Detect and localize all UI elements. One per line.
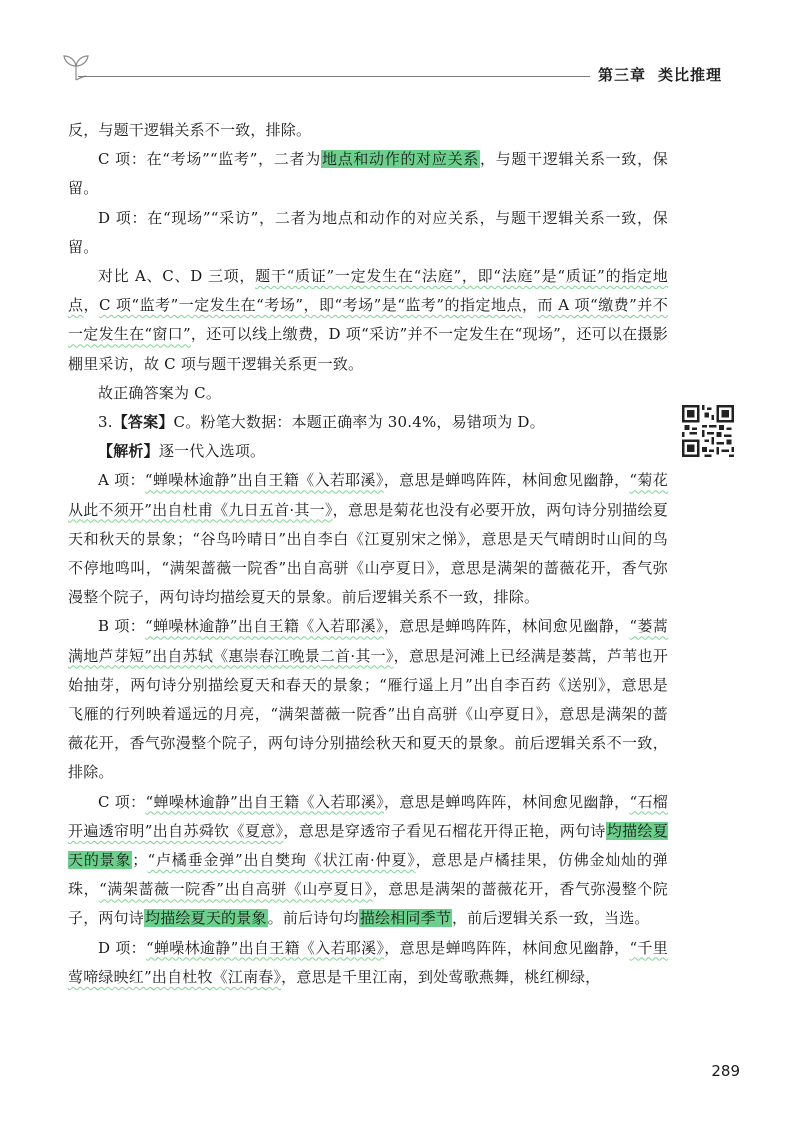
chapter-title xyxy=(598,64,738,86)
analysis-label: 【解析】 xyxy=(98,442,159,461)
chapter-number: 第三章 xyxy=(598,66,647,84)
header-rule xyxy=(78,76,590,77)
paragraph-option-b: B 项：“蝉噪林逾静”出自王籍《入若耶溪》，意思是蝉鸣阵阵，林间愈见幽静，“蒌蒿满地芦芽短”出自苏轼《惠崇春江晚景二首·其一》，意思是河滩上已经满是蒌蒿，芦苇也开始抽芽，两句诗分别描绘夏天和春天的景象；“雁行遥上月”出自李百药《送别》，意思是飞雁的行列映着遥远的月亮，“满架蔷薇一院香”出自高骈《山亭夏日》，意思是满架的蔷薇花开，香气弥漫整个院子，两句诗分别描绘秋天和夏天的景象。前后逻辑关系不一致，排除。 xyxy=(68,617,668,782)
sprout-icon xyxy=(56,52,96,82)
wavy-underline: “千里莺啼绿映红”出自杜牧《江南春》 xyxy=(68,938,668,986)
qr-code[interactable] xyxy=(682,405,734,457)
highlight: 均描绘夏天的景象 xyxy=(68,821,668,870)
wavy-underline: C 项“监考”一定发生在“考场”，即“考场”是“监考”的指定地点 xyxy=(99,296,522,315)
wavy-underline: “满架蔷薇一院香”出自高骈《山亭夏日》 xyxy=(99,880,373,899)
wavy-underline: “蝉噪林逾静”出自王籍《入若耶溪》 xyxy=(145,617,384,636)
wavy-underline: “蒌蒿满地芦芽短”出自苏轼《惠崇春江晚景二首·其一》 xyxy=(68,617,668,665)
paragraph-option-d-2: D 项：“蝉噪林逾静”出自王籍《入若耶溪》，意思是蝉鸣阵阵，林间愈见幽静，“千里莺啼绿映红”出自杜牧《江南春》，意思是千里江南，到处莺歌燕舞，桃红柳绿， xyxy=(68,938,668,986)
wavy-underline: “蝉噪林逾静”出自王籍《入若耶溪》 xyxy=(145,938,385,957)
wavy-underline: “菊花从此不须开”出自杜甫《九日五首·其一》 xyxy=(68,471,668,519)
paragraph-option-c-1: C 项：在“考场”“监考”，二者为地点和动作的对应关系，与题干逻辑关系一致，保留。 xyxy=(68,150,668,198)
paragraph-option-d-1: D 项：在“现场”“采访”，二者为地点和动作的对应关系，与题干逻辑关系一致，保留。 xyxy=(68,208,668,256)
highlight: 地点和动作的对应关系 xyxy=(321,150,480,169)
paragraph-comparison: 对比 A、C、D 三项，题干“质证”一定发生在“法庭”，即“法庭”是“质证”的指定地点，C 项“监考”一定发生在“考场”，即“考场”是“监考”的指定地点，而 A 项“缴费”并不一定发生在“窗口”，还可以线上缴费，D 项“采访”并不一定发生在“现场”，还可以在摄影棚里采访，故 C 项与题干逻辑关系更一致。 xyxy=(68,267,669,373)
paragraph-q3-analysis: 【解析】逐一代入选项。 xyxy=(98,442,266,461)
paragraph-answer: 故正确答案为 C。 xyxy=(98,383,222,402)
highlight: 均描绘夏天的景象 xyxy=(145,909,267,928)
paragraph-option-c-2: C 项：“蝉噪林逾静”出自王籍《入若耶溪》，意思是蝉鸣阵阵，林间愈见幽静，“石榴开遍透帘明”出自苏舜钦《夏意》，意思是穿透帘子看见石榴花开得正艳，两句诗均描绘夏天的景象；“卢橘垂金弹”出自樊珣《状江南·仲夏》，意思是卢橘挂果，仿佛金灿灿的弹珠，“满架蔷薇一院香”出自高骈《山亭夏日》，意思是满架的蔷薇花开，香气弥漫整个院子，两句诗均描绘夏天的景象。前后诗句均描绘相同季节，前后逻辑关系一致，当选。 xyxy=(68,792,669,928)
wavy-underline: 而 A 项“缴费”并不一定发生在“窗口” xyxy=(68,296,669,344)
wavy-underline: “蝉噪林逾静”出自王籍《入若耶溪》 xyxy=(144,471,384,490)
wavy-underline: 题干“质证”一定发生在“法庭”，即“法庭”是“质证”的指定地点 xyxy=(68,267,668,315)
wavy-underline: “卢橘垂金弹”出自樊珣《状江南·仲夏》 xyxy=(147,851,416,870)
chapter-name: 类比推理 xyxy=(658,66,723,84)
highlight: 描绘相同季节 xyxy=(359,909,452,928)
page-header xyxy=(0,0,800,100)
page-number: 289 xyxy=(711,1062,740,1080)
paragraph-option-a: A 项：“蝉噪林逾静”出自王籍《入若耶溪》，意思是蝉鸣阵阵，林间愈见幽静，“菊花从此不须开”出自杜甫《九日五首·其一》，意思是菊花也没有必要开放，两句诗分别描绘夏天和秋天的景象；“谷鸟吟晴日”出自李白《江夏别宋之悌》，意思是天气晴朗时山间的鸟不停地鸣叫，“满架蔷薇一院香”出自高骈《山亭夏日》，意思是满架的蔷薇花开，香气弥漫整个院子，两句诗均描绘夏天的景象。前后逻辑关系不一致，排除。 xyxy=(68,471,668,607)
wavy-underline: “石榴开遍透帘明”出自苏舜钦《夏意》 xyxy=(68,792,668,840)
paragraph: 反，与题干逻辑关系不一致，排除。 xyxy=(68,121,312,139)
page-body xyxy=(68,116,668,992)
wavy-underline: “蝉噪林逾静”出自王籍《入若耶溪》 xyxy=(145,792,385,811)
answer-label: 【答案】 xyxy=(112,413,174,432)
paragraph-q3-answer: 3.【答案】C。粉笔大数据：本题正确率为 30.4%，易错项为 D。 xyxy=(98,413,545,432)
